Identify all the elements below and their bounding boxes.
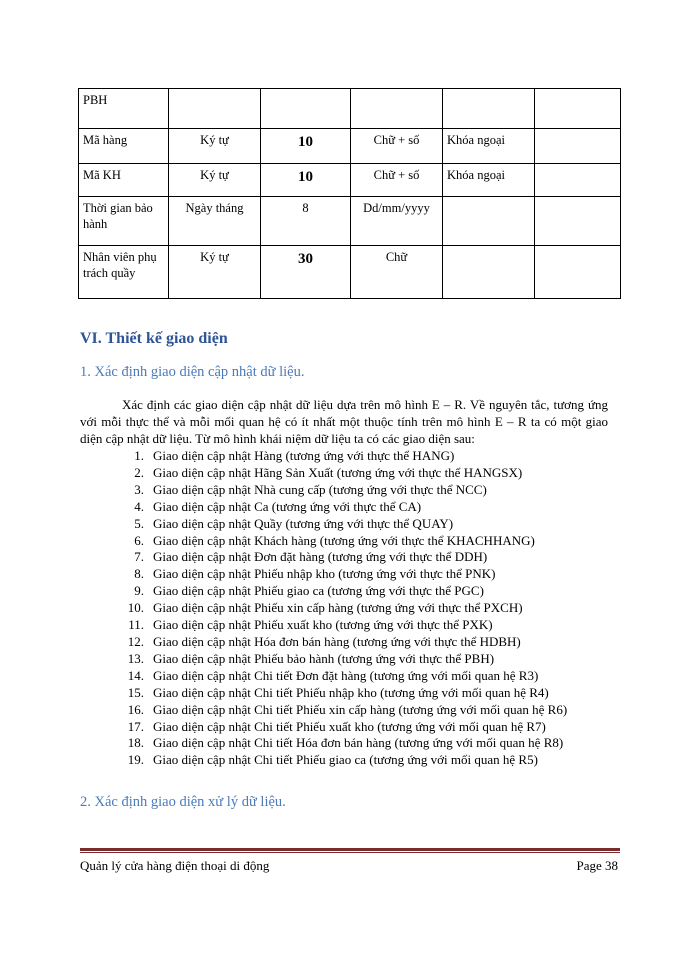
list-item-text: Giao diện cập nhật Phiếu xin cấp hàng (tương ứng với thực thể PXCH) [153,600,523,616]
list-item-number: 17. [127,718,144,734]
subsection-heading-processing: 2. Xác định giao diện xử lý dữ liệu. [80,794,286,810]
list-item-number: 11. [128,617,144,633]
list-item [122,448,567,465]
list-item [122,533,567,550]
list-item-text: Giao diện cập nhật Chi tiết Phiếu giao ca (tương ứng với mối quan hệ R5) [153,752,538,768]
list-item-number: 5. [134,515,144,531]
list-item [122,651,567,668]
list-item [122,735,567,752]
list-item-text: Giao diện cập nhật Phiếu xuất kho (tương ứng với thực thể PXK) [153,617,493,633]
list-item [122,566,567,583]
table-cell: 10 [261,129,351,164]
table-cell: Khóa ngoại [443,164,535,197]
table-cell: Khóa ngoại [443,129,535,164]
table-cell: 30 [261,246,351,299]
table-cell: Chữ + số [351,164,443,197]
list-item [122,719,567,736]
attribute-table [78,88,621,299]
list-item [122,634,567,651]
list-item [122,549,567,566]
subsection-heading-update: 1. Xác định giao diện cập nhật dữ liệu. [80,364,305,380]
list-item-number: 1. [134,448,144,463]
table-cell [535,164,621,197]
list-item [122,482,567,499]
list-item [122,600,567,617]
list-item [122,668,567,685]
list-item-number: 12. [127,633,144,649]
footer-divider-thin [80,852,620,853]
table-cell [443,246,535,299]
list-item-number: 7. [134,549,144,565]
list-item-text: Giao diện cập nhật Chi tiết Phiếu xuất kho (tương ứng với mối quan hệ R7) [153,718,546,734]
list-item [122,516,567,533]
table-row [79,197,621,246]
list-item-text: Giao diện cập nhật Chi tiết Phiếu xin cấp hàng (tương ứng với mối quan hệ R6) [153,701,568,717]
list-item-text: Giao diện cập nhật Hóa đơn bán hàng (tương ứng với thực thể HDBH) [153,633,521,649]
table-cell [351,89,443,129]
list-item-number: 10. [127,600,144,616]
list-item [122,752,567,769]
list-item [122,465,567,482]
table-cell: PBH [79,89,169,129]
table-cell: Ký tự [169,164,261,197]
list-item-number: 2. [134,464,144,480]
table-cell: Mã hàng [79,129,169,164]
list-item-text: Giao diện cập nhật Phiếu bảo hành (tương ứng với thực thể PBH) [153,650,495,666]
table-cell: Thời gian bảo hành [79,197,169,246]
table-cell [535,129,621,164]
list-item-text: Giao diện cập nhật Chi tiết Đơn đặt hàng (tương ứng với mối quan hệ R3) [153,667,539,683]
list-item-number: 15. [127,684,144,700]
table-cell: Mã KH [79,164,169,197]
list-item-text: Giao diện cập nhật Đơn đặt hàng (tương ứng với thực thể DDH) [153,549,488,565]
table-cell [443,197,535,246]
list-item-number: 3. [134,481,144,497]
list-item-number: 18. [127,735,144,751]
table-row [79,164,621,197]
list-item-text: Giao diện cập nhật Phiếu nhập kho (tương ứng với thực thể PNK) [153,566,496,582]
table-cell: Ngày tháng [169,197,261,246]
list-item-number: 9. [134,583,144,599]
list-item-number: 16. [127,701,144,717]
list-item-number: 13. [127,650,144,666]
list-item-text: Giao diện cập nhật Quầy (tương ứng với thực thể QUAY) [153,515,454,531]
list-item-text: Giao diện cập nhật Hãng Sản Xuất (tương ứng với thực thể HANGSX) [153,464,523,480]
list-item-text: Giao diện cập nhật Ca (tương ứng với thực thể CA) [153,498,422,514]
list-item-number: 8. [134,566,144,582]
list-item-text: Giao diện cập nhật Khách hàng (tương ứng với thực thể KHACHHANG) [153,532,535,548]
list-item-number: 14. [127,667,144,683]
table-cell [169,89,261,129]
interface-list [122,448,567,769]
section-heading: VI. Thiết kế giao diện [80,330,228,347]
table-cell [443,89,535,129]
intro-paragraph: Xác định các giao diện cập nhật dữ liệu dựa trên mô hình E – R. Về nguyên tắc, tương ứng với mỗi thực thể và mỗi mối quan hệ có ít nhất một thuộc tính trên mô hình E – R ta có một giao diện cập nhật dữ liệu. Từ mô hình khái niệm dữ liệu ta có các giao diện sau: [80,397,608,446]
list-item-number: 6. [134,532,144,548]
table-cell: 10 [261,164,351,197]
table-cell [535,89,621,129]
table-cell [261,89,351,129]
table-cell: 8 [261,197,351,246]
list-item [122,583,567,600]
list-item-text: Giao diện cập nhật Hàng (tương ứng với thực thể HANG) [153,448,455,463]
table-row [79,89,621,129]
table-cell: Ký tự [169,246,261,299]
list-item-number: 19. [127,752,144,768]
list-item-number: 4. [134,498,144,514]
table-cell: Chữ [351,246,443,299]
table-cell [535,197,621,246]
page-number: Page 38 [576,858,618,873]
footer-document-title: Quản lý cửa hàng điện thoại di động [80,858,270,873]
table-cell: Dd/mm/yyyy [351,197,443,246]
list-item-text: Giao diện cập nhật Chi tiết Hóa đơn bán hàng (tương ứng với mối quan hệ R8) [153,735,564,751]
list-item [122,617,567,634]
table-cell [535,246,621,299]
list-item [122,499,567,516]
list-item-text: Giao diện cập nhật Chi tiết Phiếu nhập kho (tương ứng với mối quan hệ R4) [153,684,549,700]
footer-divider [80,848,620,851]
table-cell: Nhân viên phụ trách quầy [79,246,169,299]
table-row [79,129,621,164]
list-item [122,685,567,702]
table-cell: Chữ + số [351,129,443,164]
list-item-text: Giao diện cập nhật Phiếu giao ca (tương ứng với thực thể PGC) [153,583,484,599]
list-item [122,702,567,719]
list-item-text: Giao diện cập nhật Nhà cung cấp (tương ứng với thực thể NCC) [153,481,487,497]
table-row [79,246,621,299]
table-cell: Ký tự [169,129,261,164]
